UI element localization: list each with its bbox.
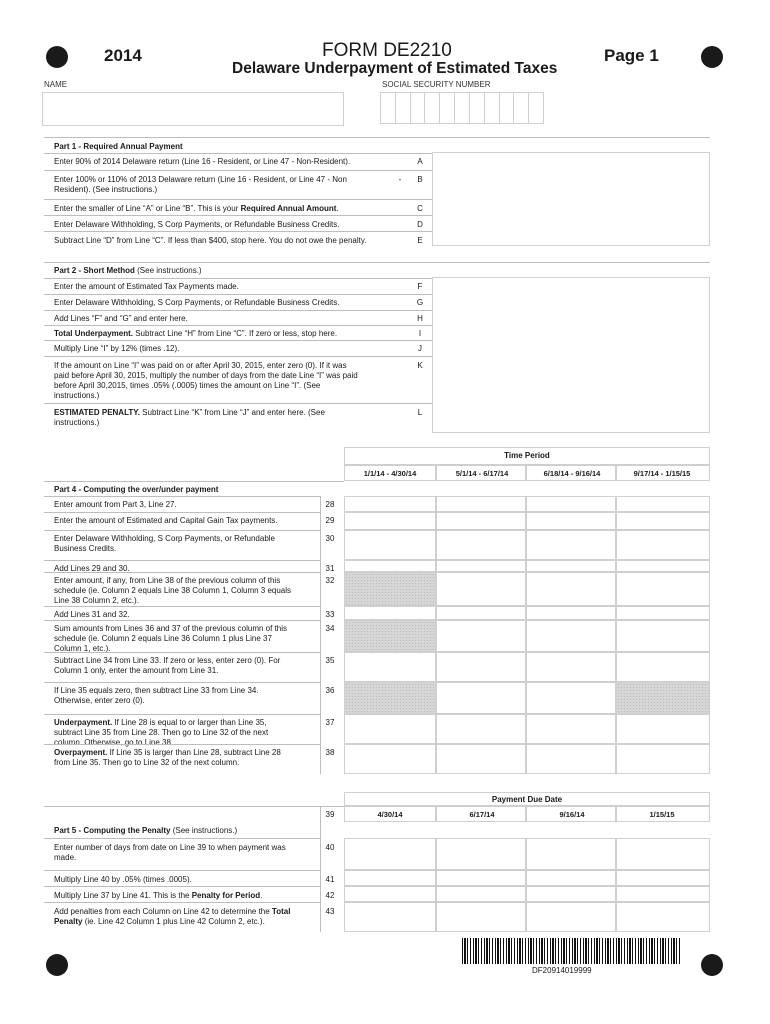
line-30-column-2-field[interactable] — [436, 530, 526, 560]
line-35-number: 35 — [325, 656, 335, 665]
line-42-column-1-field[interactable] — [344, 886, 436, 902]
line-31-text: Add Lines 29 and 30. — [54, 564, 130, 573]
line-36-column-1-field — [344, 682, 436, 714]
line-30-number: 30 — [325, 534, 335, 543]
line-43-column-4-field[interactable] — [616, 902, 710, 932]
ssn-digit[interactable] — [500, 92, 515, 124]
line-j-text: Multiply Line “I” by 12% (times .12). — [54, 344, 180, 353]
line-41-column-1-field[interactable] — [344, 870, 436, 886]
registration-mark-bottom-right — [701, 954, 723, 976]
line-40-column-3-field[interactable] — [526, 838, 616, 870]
line-31-column-4-field[interactable] — [616, 560, 710, 572]
registration-mark-bottom-left — [46, 954, 68, 976]
name-field[interactable] — [42, 92, 344, 126]
payment-due-date-label: Payment Due Date — [491, 795, 563, 804]
line-33-column-4-field[interactable] — [616, 606, 710, 620]
part4-title: Part 4 - Computing the over/under payment — [54, 485, 219, 494]
line-42-number: 42 — [325, 891, 335, 900]
line-34-column-2-field[interactable] — [436, 620, 526, 652]
line-39-number: 39 — [325, 810, 335, 819]
registration-mark-top-left — [46, 46, 68, 68]
line-k-text: If the amount on Line “I” was paid on or after April 30, 2015, enter zero (0). If it was paid before April 30, 2015, multiply the number of days from the date Line “I” was paid before April 30,2015, times .05% (.0005) times the amount on Line “I”. (See instructions.) — [54, 361, 358, 400]
part1-title: Part 1 - Required Annual Payment — [54, 142, 183, 151]
line-34-text: Sum amounts from Lines 36 and 37 of the previous column of this schedule (ie. Column 2 equals Line 36 Column 1 plus Line 37 Column 1, etc.). — [54, 624, 288, 653]
line-36-text: If Line 35 equals zero, then subtract Line 33 from Line 34. Otherwise, enter zero (0). — [54, 686, 259, 705]
line-28-number: 28 — [325, 500, 335, 509]
period-column-4: 9/17/14 - 1/15/15 — [633, 469, 691, 478]
line-42-column-2-field[interactable] — [436, 886, 526, 902]
line-g-letter: G — [416, 298, 424, 307]
line-30-text: Enter Delaware Withholding, S Corp Payments, or Refundable Business Credits. — [54, 534, 275, 553]
line-k-letter: K — [417, 361, 423, 370]
line-a-letter: A — [417, 157, 423, 166]
line-42-column-3-field[interactable] — [526, 886, 616, 902]
line-40-column-4-field[interactable] — [616, 838, 710, 870]
line-i-letter: I — [418, 329, 422, 338]
line-a-text: Enter 90% of 2014 Delaware return (Line 16 - Resident, or Line 47 - Non-Resident). — [54, 157, 351, 166]
line-43-column-3-field[interactable] — [526, 902, 616, 932]
line-35-column-4-field[interactable] — [616, 652, 710, 682]
line-28-column-1-field[interactable] — [344, 496, 436, 512]
line-31-column-3-field[interactable] — [526, 560, 616, 572]
due-date-4: 1/15/15 — [649, 810, 675, 819]
line-38-column-4-field[interactable] — [616, 744, 710, 774]
line-36-column-3-field[interactable] — [526, 682, 616, 714]
line-32-text: Enter amount, if any, from Line 38 of the previous column of this schedule (ie. Column 2 equals Line 38 Column 1, Column 3 equals Line 38 Column 2, etc.). — [54, 576, 292, 605]
due-date-2: 6/17/14 — [469, 810, 495, 819]
part5-title: Part 5 - Computing the Penalty (See instructions.) — [54, 826, 238, 835]
line-32-column-2-field[interactable] — [436, 572, 526, 606]
line-l-letter: L — [417, 408, 423, 417]
line-b-dash: - — [398, 175, 402, 184]
line-32-column-3-field[interactable] — [526, 572, 616, 606]
line-29-column-1-field[interactable] — [344, 512, 436, 530]
line-38-column-2-field[interactable] — [436, 744, 526, 774]
line-34-column-3-field[interactable] — [526, 620, 616, 652]
part1-amount-column[interactable] — [432, 152, 710, 246]
line-41-number: 41 — [325, 875, 335, 884]
period-column-2: 5/1/14 - 6/17/14 — [455, 469, 509, 478]
line-29-number: 29 — [325, 516, 335, 525]
line-35-column-2-field[interactable] — [436, 652, 526, 682]
form-subtitle: Delaware Underpayment of Estimated Taxes — [232, 60, 558, 77]
line-29-column-3-field[interactable] — [526, 512, 616, 530]
line-36-number: 36 — [325, 686, 335, 695]
line-34-column-4-field[interactable] — [616, 620, 710, 652]
ssn-digit[interactable] — [514, 92, 529, 124]
line-42-text: Multiply Line 37 by Line 41. This is the Penalty for Period. — [54, 891, 263, 900]
line-40-number: 40 — [325, 843, 335, 852]
ssn-digit[interactable] — [425, 92, 440, 124]
line-32-column-4-field[interactable] — [616, 572, 710, 606]
ssn-digit[interactable] — [470, 92, 485, 124]
line-41-column-2-field[interactable] — [436, 870, 526, 886]
line-d-letter: D — [417, 220, 423, 229]
line-43-column-2-field[interactable] — [436, 902, 526, 932]
line-35-column-1-field[interactable] — [344, 652, 436, 682]
line-b-text: Enter 100% or 110% of 2013 Delaware return (Line 16 - Resident, or Line 47 - Non Resident). (See instructions.) — [54, 175, 347, 194]
line-33-column-3-field[interactable] — [526, 606, 616, 620]
ssn-field[interactable] — [380, 92, 544, 124]
ssn-digit[interactable] — [455, 92, 470, 124]
line-34-column-1-field — [344, 620, 436, 652]
line-i-text: Total Underpayment. Subtract Line “H” from Line “C”. If zero or less, stop here. — [54, 329, 338, 338]
page-label: Page 1 — [604, 46, 659, 65]
registration-mark-top-right — [701, 46, 723, 68]
line-28-column-3-field[interactable] — [526, 496, 616, 512]
line-c-letter: C — [417, 204, 423, 213]
line-38-column-3-field[interactable] — [526, 744, 616, 774]
line-32-number: 32 — [325, 576, 335, 585]
line-41-column-3-field[interactable] — [526, 870, 616, 886]
line-33-number: 33 — [325, 610, 335, 619]
line-37-column-4-field[interactable] — [616, 714, 710, 744]
name-label: NAME — [44, 80, 68, 89]
line-29-column-4-field[interactable] — [616, 512, 710, 530]
line-j-letter: J — [418, 344, 422, 353]
line-41-column-4-field[interactable] — [616, 870, 710, 886]
line-36-column-2-field[interactable] — [436, 682, 526, 714]
due-date-3: 9/16/14 — [559, 810, 585, 819]
line-33-column-2-field[interactable] — [436, 606, 526, 620]
part2-title: Part 2 - Short Method (See instructions.) — [54, 266, 202, 275]
line-37-number: 37 — [325, 718, 335, 727]
line-28-column-2-field[interactable] — [436, 496, 526, 512]
line-42-column-4-field[interactable] — [616, 886, 710, 902]
line-40-text: Enter number of days from date on Line 39 to when payment was made. — [54, 843, 286, 862]
line-31-column-2-field[interactable] — [436, 560, 526, 572]
line-h-text: Add Lines “F” and “G” and enter here. — [54, 314, 188, 323]
line-b-letter: B — [417, 175, 423, 184]
line-31-column-1-field[interactable] — [344, 560, 436, 572]
line-28-column-4-field[interactable] — [616, 496, 710, 512]
period-column-1: 1/1/14 - 4/30/14 — [363, 469, 417, 478]
line-38-column-1-field[interactable] — [344, 744, 436, 774]
line-43-text: Add penalties from each Column on Line 42 to determine the Total Penalty (ie. Line 42 Column 1 plus Line 42 Column 2, etc.). — [54, 907, 291, 926]
line-h-letter: H — [417, 314, 423, 323]
ssn-digit[interactable] — [440, 92, 455, 124]
line-37-column-2-field[interactable] — [436, 714, 526, 744]
line-33-text: Add Lines 31 and 32. — [54, 610, 130, 619]
barcode-number: DF20914019999 — [532, 966, 592, 975]
line-35-column-3-field[interactable] — [526, 652, 616, 682]
line-40-column-2-field[interactable] — [436, 838, 526, 870]
line-37-column-1-field[interactable] — [344, 714, 436, 744]
line-g-text: Enter Delaware Withholding, S Corp Payments, or Refundable Business Credits. — [54, 298, 340, 307]
due-date-1: 4/30/14 — [377, 810, 403, 819]
line-29-column-2-field[interactable] — [436, 512, 526, 530]
tax-year: 2014 — [104, 46, 142, 65]
period-column-3: 6/18/14 - 9/16/14 — [543, 469, 601, 478]
ssn-digit[interactable] — [380, 92, 396, 124]
form-title: FORM DE2210 — [322, 40, 452, 61]
ssn-digit[interactable] — [529, 92, 544, 124]
line-l-text: ESTIMATED PENALTY. Subtract Line “K” from Line “J” and enter here. (See instructions.) — [54, 408, 325, 427]
line-35-text: Subtract Line 34 from Line 33. If zero or less, enter zero (0). For Column 1 only, enter the amount from Line 31. — [54, 656, 281, 675]
line-32-column-1-field — [344, 572, 436, 606]
line-43-number: 43 — [325, 907, 335, 916]
line-e-text: Subtract Line “D” from Line “C”. If less than $400, stop here. You do not owe the penalty. — [54, 236, 367, 245]
part2-amount-column[interactable] — [432, 277, 710, 433]
line-40-column-1-field[interactable] — [344, 838, 436, 870]
ssn-digit[interactable] — [396, 92, 411, 124]
line-28-text: Enter amount from Part 3, Line 27. — [54, 500, 177, 509]
ssn-digit[interactable] — [485, 92, 500, 124]
time-period-label: Time Period — [504, 451, 550, 460]
line-33-column-1-field[interactable] — [344, 606, 436, 620]
line-30-column-3-field[interactable] — [526, 530, 616, 560]
ssn-label: SOCIAL SECURITY NUMBER — [382, 80, 491, 89]
line-37-column-3-field[interactable] — [526, 714, 616, 744]
line-36-column-4-field — [616, 682, 710, 714]
line-30-column-4-field[interactable] — [616, 530, 710, 560]
ssn-digit[interactable] — [411, 92, 426, 124]
line-34-number: 34 — [325, 624, 335, 633]
line-43-column-1-field[interactable] — [344, 902, 436, 932]
line-41-text: Multiply Line 40 by .05% (times .0005). — [54, 875, 192, 884]
line-f-letter: F — [417, 282, 423, 291]
line-29-text: Enter the amount of Estimated and Capital Gain Tax payments. — [54, 516, 278, 525]
line-31-number: 31 — [325, 564, 335, 573]
line-f-text: Enter the amount of Estimated Tax Payments made. — [54, 282, 239, 291]
line-37-text: Underpayment. If Line 28 is equal to or larger than Line 35, subtract Line 35 from Line 28. Then go to Line 32 of the next column. Otherwise, go to Line 38. — [54, 718, 269, 747]
line-c-text: Enter the smaller of Line “A” or Line “B”. This is your Required Annual Amount. — [54, 204, 339, 213]
line-38-text: Overpayment. If Line 35 is larger than Line 28, subtract Line 28 from Line 35. Then go to Line 32 of the next column. — [54, 748, 281, 767]
barcode — [462, 938, 680, 964]
line-38-number: 38 — [325, 748, 335, 757]
line-d-text: Enter Delaware Withholding, S Corp Payments, or Refundable Business Credits. — [54, 220, 340, 229]
line-e-letter: E — [417, 236, 423, 245]
line-30-column-1-field[interactable] — [344, 530, 436, 560]
